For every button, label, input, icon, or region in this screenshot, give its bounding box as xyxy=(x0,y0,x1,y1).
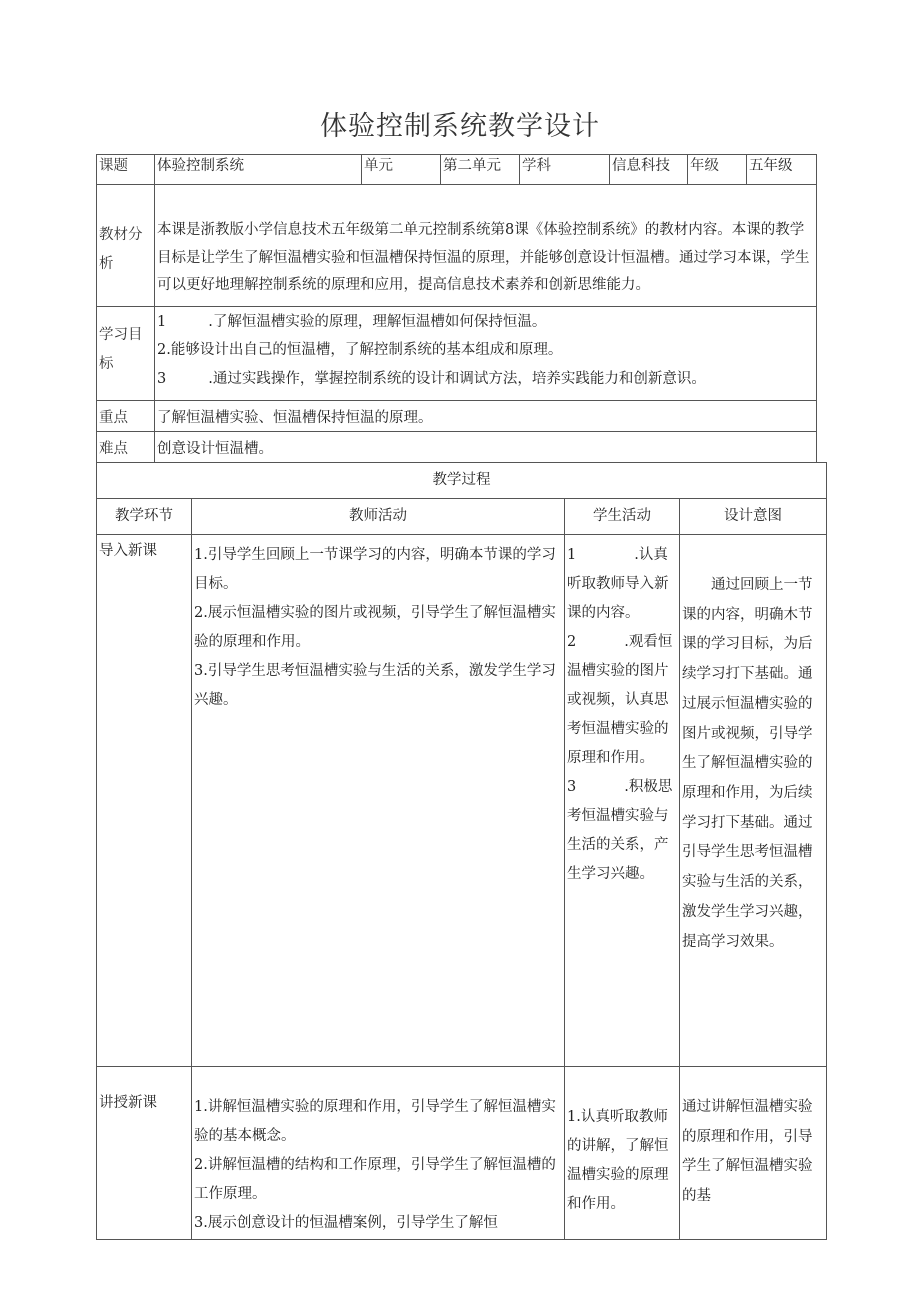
teacher-step: 1.引导学生回顾上一节课学习的内容，明确本节课的学习目标。 xyxy=(194,547,556,592)
page-title: 体验控制系统教学设计 xyxy=(320,111,600,142)
subject-label: 学科 xyxy=(520,155,610,185)
teacher-step: 2.展示恒温槽实验的图片或视频，引导学生了解恒温槽实验的原理和作用。 xyxy=(194,605,556,650)
difficulty-label: 难点 xyxy=(97,432,155,463)
teacher-step: 1.讲解恒温槽实验的原理和作用，引导学生了解恒温槽实验的基本概念。 xyxy=(194,1099,556,1144)
key-point-row xyxy=(97,401,817,432)
goals-row xyxy=(97,307,817,401)
student-step: 1 .认真听取教师导入新课的内容。 xyxy=(567,547,669,621)
student-activity-cell xyxy=(565,1067,680,1240)
unit-label: 单元 xyxy=(362,155,441,185)
goal-item: 2.能够设计出自己的恒温槽，了解控制系统的基本组成和原理。 xyxy=(157,342,563,359)
teacher-activity-cell xyxy=(192,1067,565,1240)
grade-label: 年级 xyxy=(688,155,747,185)
stage-cell: 导入新课 xyxy=(97,535,192,1067)
student-step: 3 .积极思考恒温槽实验与生活的关系，产生学习兴趣。 xyxy=(567,779,673,882)
difficulty-text: 创意设计恒温槽。 xyxy=(155,432,817,463)
key-label: 重点 xyxy=(97,401,155,432)
teaching-process-table xyxy=(96,462,827,1240)
student-step: 2 .观看恒温槽实验的图片或视频，认真思考恒温槽实验的原理和作用。 xyxy=(567,634,673,766)
column-header: 学生活动 xyxy=(565,499,680,535)
teacher-activity-cell xyxy=(192,535,565,1067)
table-row xyxy=(97,1067,827,1240)
design-intent-cell xyxy=(680,535,827,1067)
column-header: 教师活动 xyxy=(192,499,565,535)
goals-list xyxy=(155,307,817,401)
design-intent-text: 通过讲解恒温槽实验的原理和作用，引导学生了解恒温槽实验的基 xyxy=(682,1099,813,1205)
design-intent-text: 通过回顾上一节课的内容，明确木节课的学习目标，为后续学习打下基础。通过展示恒温槽实验的图片或视频，引导学生了解恒温槽实验的原理和作用，为后续学习打下基础。通过引导学生思考恒温槽实验与生活的关系，激发学生学习兴趣，提高学习效果。 xyxy=(682,577,813,950)
design-intent-cell xyxy=(680,1067,827,1240)
subject-value: 信息科技 xyxy=(610,155,688,185)
unit-value: 第二单元 xyxy=(441,155,520,185)
goals-label: 学习目标 xyxy=(97,307,155,401)
table-row xyxy=(97,535,827,1067)
teacher-step: 3.展示创意设计的恒温槽案例，引导学生了解恒 xyxy=(194,1215,498,1231)
goal-item: 3 .通过实践操作，掌握控制系统的设计和调试方法，培养实践能力和创新意识。 xyxy=(157,370,706,387)
topic-value: 体验控制系统 xyxy=(155,155,362,185)
lesson-info-table xyxy=(96,154,817,463)
analysis-label: 教材分析 xyxy=(97,185,155,307)
teacher-step: 2.讲解恒温槽的结构和工作原理，引导学生了解恒温槽的工作原理。 xyxy=(194,1157,556,1202)
basic-info-row xyxy=(97,155,817,185)
column-header-row xyxy=(97,499,827,535)
student-step: 1.认真听取教师的讲解，了解恒温槽实验的原理和作用。 xyxy=(567,1109,669,1212)
topic-label: 课题 xyxy=(97,155,155,185)
process-header: 教学过程 xyxy=(97,463,827,499)
key-text: 了解恒温槽实验、恒温槽保持恒温的原理。 xyxy=(155,401,817,432)
analysis-row xyxy=(97,185,817,307)
column-header: 设计意图 xyxy=(680,499,827,535)
analysis-text: 本课是浙教版小学信息技术五年级第二单元控制系统第8课《体验控制系统》的教材内容。本课的教学目标是让学生了解恒温槽实验和恒温槽保持恒温的原理，并能够创意设计恒温槽。通过学习本课，学生可以更好地理解控制系统的原理和应用，提高信息技术素养和创新思维能力。 xyxy=(155,185,817,307)
column-header: 教学环节 xyxy=(97,499,192,535)
goal-item: 1 .了解恒温槽实验的原理，理解恒温槽如何保持恒温。 xyxy=(157,314,547,330)
difficulty-row xyxy=(97,432,817,463)
grade-value: 五年级 xyxy=(747,155,817,185)
student-activity-cell xyxy=(565,535,680,1067)
stage-cell: 讲授新课 xyxy=(97,1067,192,1240)
teacher-step: 3.引导学生思考恒温槽实验与生活的关系，激发学生学习兴趣。 xyxy=(194,663,556,708)
